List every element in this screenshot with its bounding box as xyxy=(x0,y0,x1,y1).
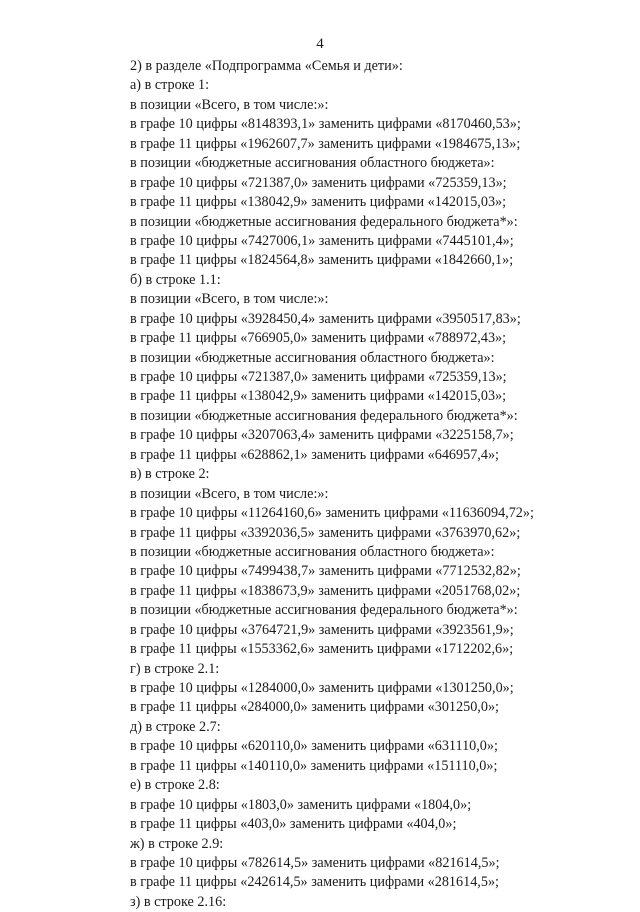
replacement-line: в графе 10 цифры «3764721,9» заменить цифрами «3923561,9»; xyxy=(130,621,514,638)
subsection-heading: г) в строке 2.1: xyxy=(130,660,220,677)
replacement-line: в графе 11 цифры «284000,0» заменить цифрами «301250,0»; xyxy=(130,699,499,716)
position-line: в позиции «бюджетные ассигнования федерального бюджета*»: xyxy=(130,213,518,230)
replacement-line: в графе 10 цифры «7499438,7» заменить цифрами «7712532,82»; xyxy=(130,563,521,580)
replacement-line: в графе 10 цифры «1803,0» заменить цифрами «1804,0»; xyxy=(130,796,472,813)
replacement-line: в графе 10 цифры «620110,0» заменить цифрами «631110,0»; xyxy=(130,738,498,755)
replacement-line: в графе 11 цифры «138042,9» заменить цифрами «142015,03»; xyxy=(130,194,507,211)
replacement-line: в графе 11 цифры «766905,0» заменить цифрами «788972,43»; xyxy=(130,330,507,347)
subsection-heading: е) в строке 2.8: xyxy=(130,777,220,794)
replacement-line: в графе 11 цифры «1838673,9» заменить цифрами «2051768,02»; xyxy=(130,582,521,599)
position-line: в позиции «бюджетные ассигнования областного бюджета»: xyxy=(130,155,495,172)
replacement-line: в графе 11 цифры «138042,9» заменить цифрами «142015,03»; xyxy=(130,388,507,405)
position-line: в позиции «бюджетные ассигнования областного бюджета»: xyxy=(130,349,495,366)
replacement-line: в графе 10 цифры «3207063,4» заменить цифрами «3225158,7»; xyxy=(130,427,514,444)
position-line: в позиции «бюджетные ассигнования областного бюджета»: xyxy=(130,543,495,560)
section-heading: 2) в разделе «Подпрограмма «Семья и дети»: xyxy=(130,58,403,74)
replacement-line: в графе 10 цифры «3928450,4» заменить цифрами «3950517,83»; xyxy=(130,310,521,327)
replacement-line: в графе 10 цифры «7427006,1» заменить цифрами «7445101,4»; xyxy=(130,232,514,249)
replacement-line: в графе 10 цифры «721387,0» заменить цифрами «725359,13»; xyxy=(130,174,507,191)
replacement-line: в графе 11 цифры «628862,1» заменить цифрами «646957,4»; xyxy=(130,446,499,463)
position-line: в позиции «бюджетные ассигнования федерального бюджета*»: xyxy=(130,602,518,619)
position-line: в позиции «Всего, в том числе:»: xyxy=(130,291,329,308)
document-body xyxy=(130,57,610,912)
position-line: в позиции «Всего, в том числе:»: xyxy=(130,485,329,502)
replacement-line: в графе 11 цифры «1553362,6» заменить цифрами «1712202,6»; xyxy=(130,641,514,658)
replacement-line: в графе 11 цифры «1824564,8» заменить цифрами «1842660,1»; xyxy=(130,252,514,269)
replacement-line: в графе 11 цифры «242614,5» заменить цифрами «281614,5»; xyxy=(130,874,499,891)
subsection-heading: б) в строке 1.1: xyxy=(130,271,221,288)
subsection-heading: ж) в строке 2.9: xyxy=(130,835,224,852)
replacement-line: в графе 10 цифры «8148393,1» заменить цифрами «8170460,53»; xyxy=(130,116,521,133)
replacement-line: в графе 10 цифры «1284000,0» заменить цифрами «1301250,0»; xyxy=(130,680,514,696)
position-line: в позиции «бюджетные ассигнования федерального бюджета*»: xyxy=(130,407,518,424)
replacement-line: в графе 10 цифры «721387,0» заменить цифрами «725359,13»; xyxy=(130,369,507,385)
subsection-heading: а) в строке 1: xyxy=(130,77,210,94)
replacement-line: в графе 11 цифры «1962607,7» заменить цифрами «1984675,13»; xyxy=(130,135,521,152)
subsection-heading: д) в строке 2.7: xyxy=(130,718,221,735)
replacement-line: в графе 10 цифры «11264160,6» заменить цифрами «11636094,72»; xyxy=(130,505,534,522)
replacement-line: в графе 11 цифры «3392036,5» заменить цифрами «3763970,62»; xyxy=(130,524,521,541)
subsection-heading: в) в строке 2: xyxy=(130,466,210,483)
subsection-heading: з) в строке 2.16: xyxy=(130,893,227,910)
replacement-line: в графе 10 цифры «782614,5» заменить цифрами «821614,5»; xyxy=(130,854,500,871)
position-line: в позиции «Всего, в том числе:»: xyxy=(130,96,329,113)
page-number: 4 xyxy=(316,36,324,52)
replacement-line: в графе 11 цифры «140110,0» заменить цифрами «151110,0»; xyxy=(130,757,498,774)
replacement-line: в графе 11 цифры «403,0» заменить цифрами «404,0»; xyxy=(130,816,457,833)
